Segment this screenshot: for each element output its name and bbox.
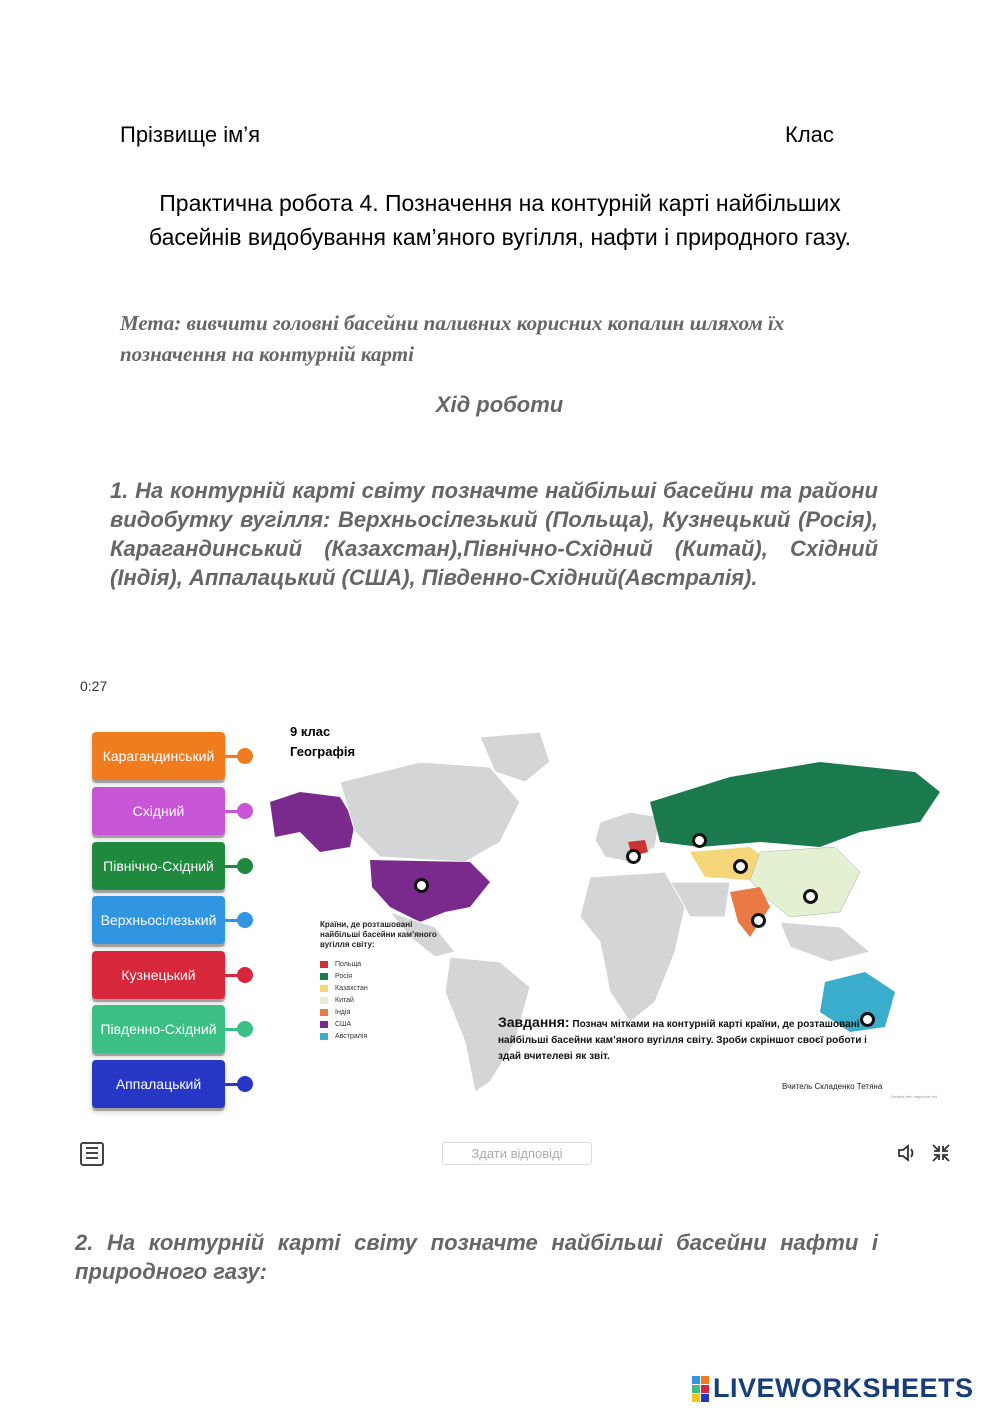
menu-icon[interactable] [80,1142,104,1166]
logo-text: LIVEWORKSHEETS [713,1373,974,1403]
map-subject-label: Географія [290,744,356,759]
legend-swatch [320,985,328,992]
submit-answers-button[interactable]: Здати відповіді [442,1142,592,1165]
chip-handle[interactable] [237,748,253,764]
drop-target-usa[interactable] [414,878,429,893]
legend-item: Китай [320,994,450,1006]
usa-region [370,860,490,922]
chip-pivnichno-skhidnyi[interactable]: Північно-Східний [92,842,225,890]
map-legend [320,920,450,1042]
chip-pivdenno-skhidnyi[interactable]: Південно-Східний [92,1005,225,1053]
chip-handle[interactable] [237,1021,253,1037]
legend-item: США [320,1018,450,1030]
chip-handle[interactable] [237,967,253,983]
legend-swatch [320,961,328,968]
task-2-text: 2. На контурній карті світу позначте найбільші басейни нафти і природного газу: [75,1230,878,1284]
chip-handle[interactable] [237,858,253,874]
legend-swatch [320,1009,328,1016]
legend-swatch [320,973,328,980]
logo-mark-icon [692,1376,709,1402]
chip-appalatskyi[interactable]: Аппалацький [92,1060,225,1108]
legend-swatch [320,1033,328,1040]
map-task-lead: Завдання: [498,1014,570,1030]
goal-text: Мета: вивчити головні басейни паливних корисних копалин шляхом їх позначення на контурній карті [120,311,785,366]
created-with: Created with mapchart.net [890,1094,937,1099]
liveworksheets-logo [692,1373,974,1404]
alaska-region [270,792,355,852]
progress-heading: Хід роботи [435,392,564,417]
chip-karagandynskyi[interactable]: Карагандинський [92,732,225,780]
legend-item: Росія [320,970,450,982]
chip-handle[interactable] [237,912,253,928]
drop-target-russia[interactable] [692,833,707,848]
map-task-text: Познач мітками на контурній карті країни, де розташовані найбільші басейни кам’яного вугілля світу. Зроби скріншот своєї роботи і здай вчителеві як звіт. [498,1019,867,1062]
africa-region [580,872,685,1022]
legend-swatch [320,1021,328,1028]
legend-item: Польща [320,958,450,970]
drop-target-kazakhstan[interactable] [733,859,748,874]
speaker-icon[interactable] [896,1142,918,1164]
chip-handle[interactable] [237,1076,253,1092]
timer: 0:27 [80,678,108,694]
chip-handle[interactable] [237,803,253,819]
chip-skhidnyi[interactable]: Східний [92,787,225,835]
matching-widget [70,672,960,1172]
drop-target-india[interactable] [751,913,766,928]
drop-target-poland[interactable] [626,849,641,864]
map-task-box [498,1014,868,1065]
task-1-text: 1. На контурній карті світу позначте найбільші басейни та райони видобутку вугілля: Верхньосілезький (Польща), Кузнецький (Росія), Карагандинський (Казахстан),Північно-Східний (Китай), Східний (Індія), Аппалацький (США), Південно-Східний(Австралія). [110,478,878,590]
teacher-credit: Вчитель Складенко Тетяна [782,1082,883,1091]
class-label: Клас [785,122,834,147]
page-title: Практична робота 4. Позначення на контурній карті найбільших басейнів видобування кам’яного вугілля, нафти і природного газу. [148,190,852,250]
legend-item: Австралія [320,1030,450,1042]
chip-verkhnosileskyi[interactable]: Верхньосілезький [92,896,225,944]
legend-item: Казахстан [320,982,450,994]
collapse-icon[interactable] [930,1142,952,1164]
southeast-asia-region [780,922,870,962]
drop-target-australia[interactable] [860,1012,875,1027]
chip-kuznetskyi[interactable]: Кузнецький [92,951,225,999]
canada-region [340,762,520,862]
legend-swatch [320,997,328,1004]
legend-item: Індія [320,1006,450,1018]
drop-target-china[interactable] [803,889,818,904]
name-label: Прізвище ім’я [120,122,261,147]
map-grade-label: 9 клас [290,724,331,739]
world-map [260,722,950,1102]
legend-title: Країни, де розташовані найбільші басейни кам’яного вугілля світу: [320,920,437,949]
